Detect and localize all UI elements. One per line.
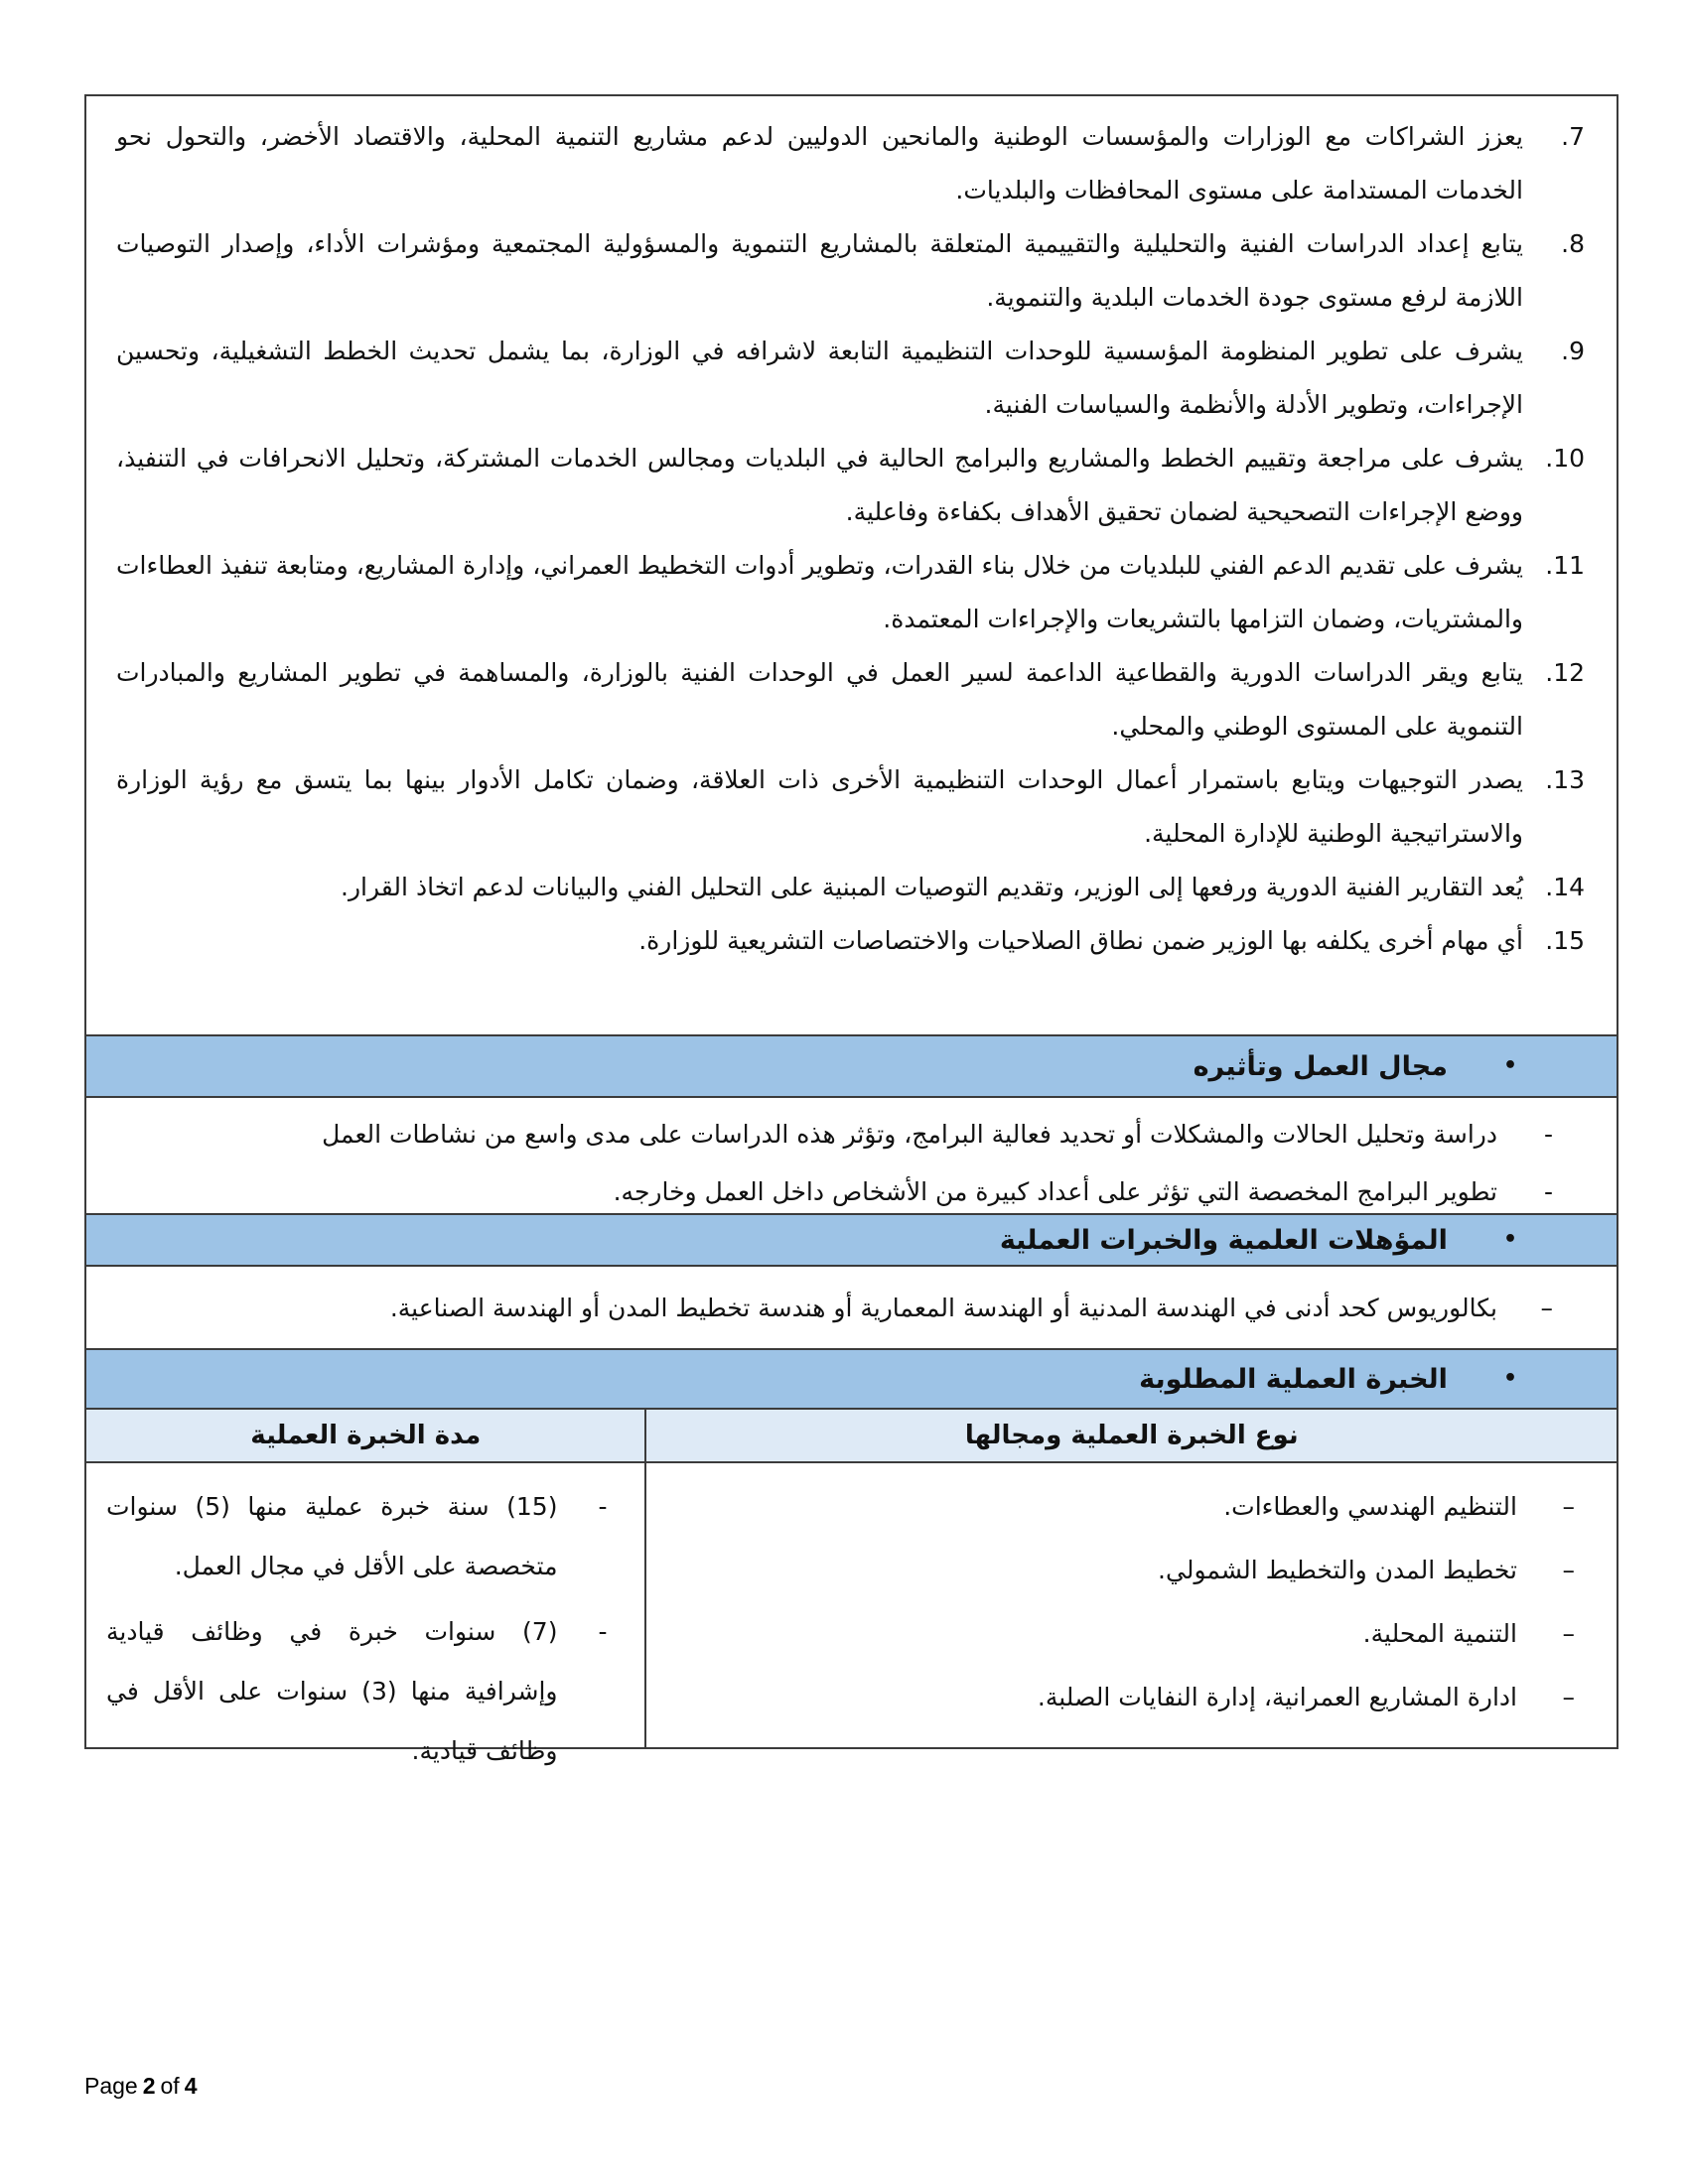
scope-item (110, 1163, 1553, 1221)
duty-text: يشرف على تقديم الدعم الفني للبلديات من خلال بناء القدرات، وتطوير أدوات التخطيط العمراني، وإدارة المشاريع، ومتابعة تنفيذ العطاءات والمشتريات، وضمان التزامها بالتشريعات والإجراءات المعتمدة. (116, 551, 1523, 633)
dash-icon: – (1540, 1294, 1553, 1322)
duty-number: 14. (1545, 873, 1585, 901)
bullet-icon: • (1502, 1366, 1517, 1391)
duty-text: يعزز الشراكات مع الوزارات والمؤسسات الوطنية والمانحين الدوليين لدعم مشاريع التنمية المحلية، والاقتصاد الأخضر، والتحول نحو الخدمات المستدامة على مستوى المحافظات والبلديات. (116, 122, 1523, 205)
footer-of-label: of (160, 2073, 180, 2099)
duty-item (116, 539, 1587, 646)
scope-section-title: مجال العمل وتأثيره (1193, 1050, 1448, 1082)
duty-number: 11. (1545, 551, 1585, 580)
experience-type-text: ادارة المشاريع العمرانية، إدارة النفايات الصلبة. (1037, 1683, 1517, 1711)
qualification-item (110, 1282, 1553, 1335)
duties-section (86, 96, 1617, 1034)
duty-item (116, 861, 1587, 914)
experience-duration-text: (15) سنة خبرة عملية منها (5) سنوات متخصصة على الأقل في مجال العمل. (106, 1492, 558, 1580)
duty-number: 15. (1545, 926, 1585, 955)
job-description-document (84, 94, 1618, 1765)
duty-text: يشرف على تطوير المنظومة المؤسسية للوحدات التنظيمية التابعة لاشرافه في الوزارة، بما يشمل تحديث الخطط التشغيلية، وتحسين الإجراءات، وتطوير الأدلة والأنظمة والسياسات الفنية. (116, 337, 1523, 419)
duty-number: 10. (1545, 444, 1585, 473)
experience-type-item (676, 1610, 1575, 1658)
experience-section-title: الخبرة العملية المطلوبة (1139, 1363, 1448, 1395)
dash-icon: - (598, 1492, 608, 1521)
dash-icon: – (1562, 1492, 1575, 1521)
duty-text: يصدر التوجيهات ويتابع باستمرار أعمال الوحدات التنظيمية الأخرى ذات العلاقة، وضمان تكامل الأدوار بينها بما يتسق مع رؤية الوزارة والاستراتيجية الوطنية للإدارة المحلية. (116, 765, 1523, 848)
experience-duration-text: (7) سنوات خبرة في وظائف قيادية وإشرافية منها (3) سنوات على الأقل في وظائف قيادية. (106, 1617, 558, 1765)
duties-list (116, 110, 1587, 968)
duty-text: يتابع ويقر الدراسات الدورية والقطاعية الداعمة لسير العمل في الوحدات الفنية بالوزارة، والمساهمة في تطوير المشاريع والمبادرات التنموية على المستوى الوطني والمحلي. (116, 658, 1523, 741)
experience-type-item (676, 1483, 1575, 1531)
duty-text: يُعد التقارير الفنية الدورية ورفعها إلى الوزير، وتقديم التوصيات المبنية على التحليل الفني والبيانات لدعم اتخاذ القرار. (341, 873, 1523, 901)
experience-type-header: نوع الخبرة العملية ومجالها (644, 1410, 1617, 1461)
scope-item-text: تطوير البرامج المخصصة التي تؤثر على أعداد كبيرة من الأشخاص داخل العمل وخارجه. (613, 1177, 1497, 1206)
section-header-scope (86, 1034, 1617, 1096)
dash-icon: - (1543, 1177, 1553, 1206)
duty-number: 8. (1561, 229, 1585, 258)
bullet-icon: • (1502, 1053, 1517, 1078)
duty-number: 7. (1561, 122, 1585, 151)
section-header-experience (86, 1348, 1617, 1408)
experience-type-item (676, 1547, 1575, 1594)
dash-icon: – (1562, 1683, 1575, 1711)
experience-table-body (86, 1461, 1617, 1765)
duty-item (116, 325, 1587, 432)
footer-page-current: 2 (142, 2073, 156, 2099)
duty-item (116, 646, 1587, 753)
dash-icon: - (1543, 1120, 1553, 1149)
duty-item (116, 432, 1587, 539)
duty-text: يشرف على مراجعة وتقييم الخطط والمشاريع والبرامج الحالية في البلديات ومجالس الخدمات المشتركة، وتحليل الانحرافات في التنفيذ، ووضع الإجراءات التصحيحية لضمان تحقيق الأهداف بكفاءة وفاعلية. (116, 444, 1523, 526)
experience-duration-item (106, 1602, 607, 1781)
duty-item (116, 914, 1587, 968)
duty-item (116, 217, 1587, 325)
duty-text: أي مهام أخرى يكلفه بها الوزير ضمن نطاق الصلاحيات والاختصاصات التشريعية للوزارة. (638, 926, 1523, 955)
experience-type-text: التنمية المحلية. (1362, 1619, 1517, 1648)
bullet-icon: • (1502, 1227, 1517, 1252)
experience-duration-item (106, 1477, 607, 1596)
qualifications-section-title: المؤهلات العلمية والخبرات العملية (999, 1224, 1448, 1256)
page-footer (84, 2073, 203, 2100)
qualification-item-text: بكالوريوس كحد أدنى في الهندسة المدنية أو الهندسة المعمارية أو هندسة تخطيط المدن أو الهندسة الصناعية. (389, 1294, 1497, 1322)
experience-table-header (86, 1408, 1617, 1461)
qualifications-items-section (86, 1265, 1617, 1348)
experience-duration-header: مدة الخبرة العملية (86, 1410, 644, 1461)
dash-icon: - (598, 1617, 608, 1646)
experience-type-text: تخطيط المدن والتخطيط الشمولي. (1158, 1556, 1517, 1584)
footer-page-total: 4 (184, 2073, 198, 2099)
experience-duration-cell (86, 1463, 644, 1765)
duty-item (116, 753, 1587, 861)
dash-icon: – (1562, 1619, 1575, 1648)
duty-number: 12. (1545, 658, 1585, 687)
dash-icon: – (1562, 1556, 1575, 1584)
scope-items-section (86, 1096, 1617, 1213)
experience-type-text: التنظيم الهندسي والعطاءات. (1223, 1492, 1517, 1521)
experience-type-cell (644, 1463, 1617, 1747)
scope-item-text: دراسة وتحليل الحالات والمشكلات أو تحديد فعالية البرامج، وتؤثر هذه الدراسات على مدى واسع من نشاطات العمل (322, 1120, 1497, 1149)
footer-page-label: Page (84, 2073, 138, 2099)
duty-number: 13. (1545, 765, 1585, 794)
scope-item (110, 1106, 1553, 1163)
duty-text: يتابع إعداد الدراسات الفنية والتحليلية والتقييمية المتعلقة بالمشاريع التنموية والمسؤولية المجتمعية ومؤشرات الأداء، وإصدار التوصيات اللازمة لرفع مستوى جودة الخدمات البلدية والتنموية. (116, 229, 1523, 312)
experience-type-item (676, 1674, 1575, 1721)
duty-number: 9. (1561, 337, 1585, 365)
duty-item (116, 110, 1587, 217)
